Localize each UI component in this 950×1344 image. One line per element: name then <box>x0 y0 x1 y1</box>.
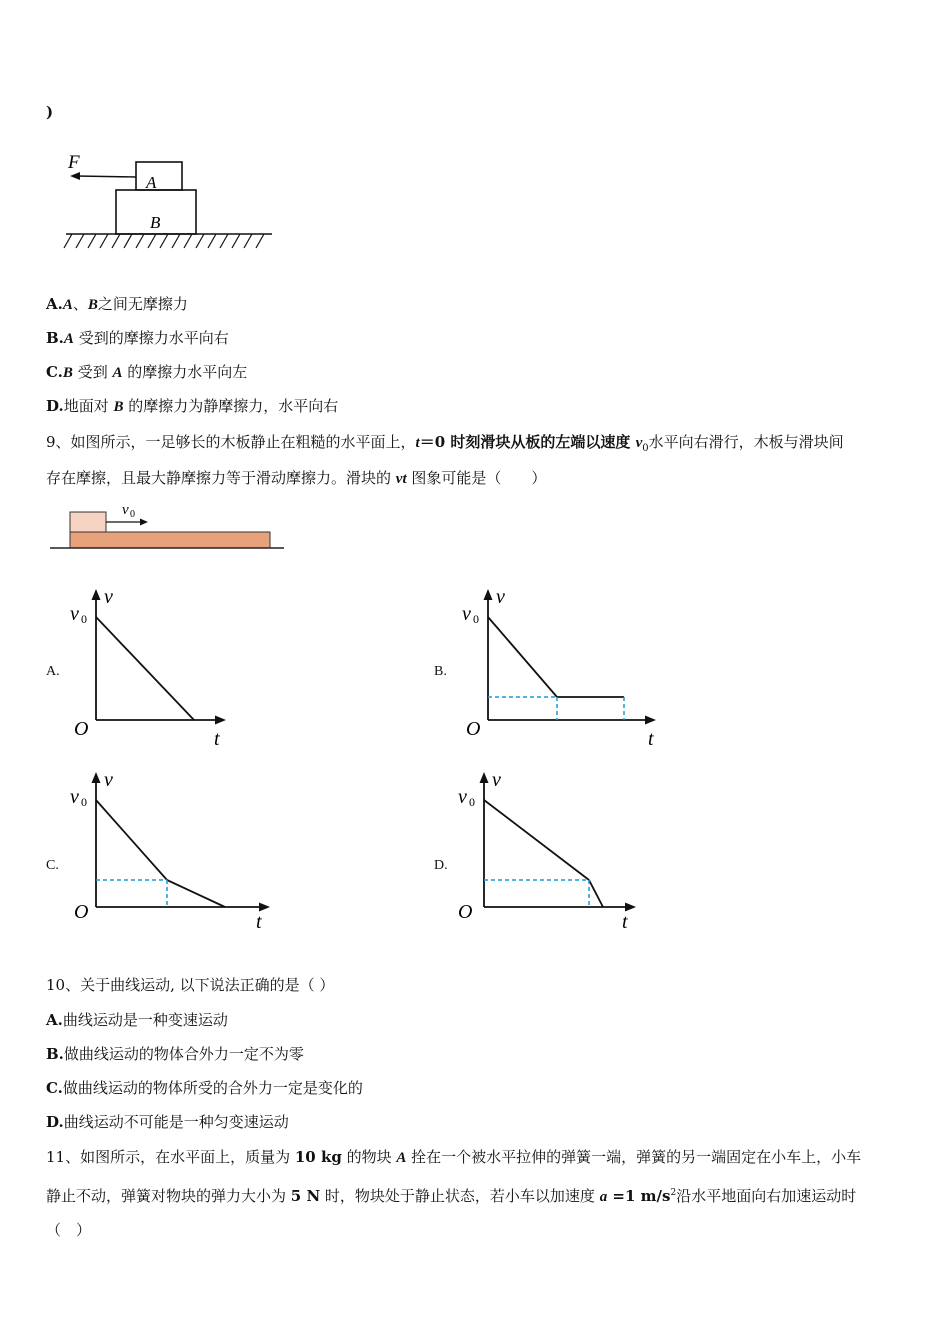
v0-tick-sub: 0 <box>81 612 87 626</box>
block-b-label: B <box>150 213 161 232</box>
t-axis-label: t <box>214 728 220 750</box>
v0-tick-sub: 0 <box>469 795 475 809</box>
graph-b[interactable] <box>458 585 668 750</box>
ground-hatch <box>64 234 264 248</box>
v0-tick-label: v <box>458 786 467 808</box>
v0-tick-label: v <box>70 603 79 625</box>
q9-question-line2: 存在摩擦，且最大静摩擦力等于滑动摩擦力。滑块的 vt 图象可能是（ ） <box>46 469 547 487</box>
v0-subscript: 0 <box>130 509 135 520</box>
t-axis-label: t <box>622 911 628 933</box>
v0-label: v <box>122 502 129 518</box>
graph-d[interactable] <box>454 768 654 933</box>
q10-option-a[interactable]: A.曲线运动是一种变速运动 <box>46 1011 228 1029</box>
graph-c[interactable] <box>66 768 286 933</box>
q8-option-a[interactable]: A.A、B之间无摩擦力 <box>46 295 188 313</box>
q10-option-d[interactable]: D.曲线运动不可能是一种匀变速运动 <box>46 1113 289 1131</box>
v-axis-label: v <box>104 769 113 791</box>
q9-question-line1: 9、如图所示，一足够长的木板静止在粗糙的水平面上，t＝0 时刻滑块从板的左端以速度 $v_0$水平向右滑行，木板与滑块间 <box>46 433 844 454</box>
q9-board-figure <box>46 498 291 560</box>
q8-option-b[interactable]: B.A 受到的摩擦力水平向右 <box>46 329 229 347</box>
q8-option-c[interactable]: C.B 受到 A 的摩擦力水平向左 <box>46 363 248 381</box>
v0-tick-label: v <box>462 603 471 625</box>
graph-a[interactable] <box>66 585 246 750</box>
force-label: F <box>68 152 80 173</box>
t-axis-label: t <box>648 728 654 750</box>
v-axis-label: v <box>492 769 501 791</box>
q10-question: 10、关于曲线运动, 以下说法正确的是（ ） <box>46 976 335 994</box>
graph-b-label[interactable]: B. <box>434 664 447 679</box>
v0-tick-sub: 0 <box>473 612 479 626</box>
origin-label: O <box>74 901 89 923</box>
origin-label: O <box>466 718 481 740</box>
q8-figure-blocks <box>60 148 280 253</box>
v0-tick-sub: 0 <box>81 795 87 809</box>
block-a-label: A <box>146 173 157 192</box>
v-axis-label: v <box>496 586 505 608</box>
q11-question-line2: 静止不动，弹簧对物块的弹力大小为 5 N 时，物块处于静止状态，若小车以加速度 a =1 $m/s^2$沿水平地面向右加速运动时 <box>46 1187 857 1205</box>
q10-option-b[interactable]: B.做曲线运动的物体合外力一定不为零 <box>46 1045 304 1063</box>
continued-paren: ) <box>46 103 54 121</box>
q10-option-c[interactable]: C.做曲线运动的物体所受的合外力一定是变化的 <box>46 1079 363 1097</box>
v-axis-label: v <box>104 586 113 608</box>
t-axis-label: t <box>256 911 262 933</box>
q11-answer-paren: （ ） <box>46 1221 92 1239</box>
q11-question-line1: 11、如图所示，在水平面上，质量为 10 kg 的物块 A 拴在一个被水平拉伸的弹簧一端，弹簧的另一端固定在小车上，小车 <box>46 1148 862 1166</box>
origin-label: O <box>74 718 89 740</box>
origin-label: O <box>458 901 473 923</box>
q8-option-d[interactable]: D.地面对 B 的摩擦力为静摩擦力，水平向右 <box>46 397 339 415</box>
graph-c-label[interactable]: C. <box>46 858 59 873</box>
v0-tick-label: v <box>70 786 79 808</box>
graph-a-label[interactable]: A. <box>46 664 60 679</box>
graph-d-label[interactable]: D. <box>434 858 448 873</box>
